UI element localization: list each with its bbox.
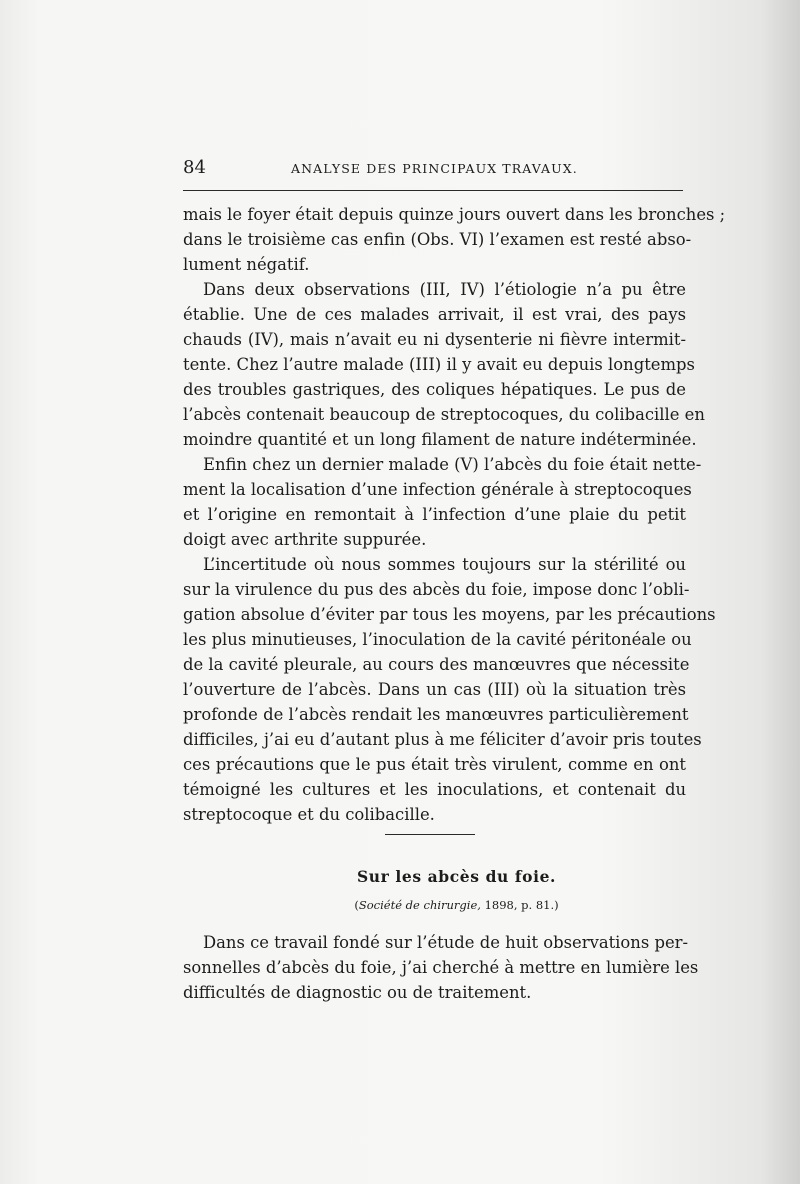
text-line: profonde de l’abcès rendait les manœuvres particulièrement bbox=[183, 705, 689, 724]
text-line: l’ouverture de l’abcès. Dans un cas (III) où la situation très bbox=[183, 680, 686, 699]
text-line: Enfin chez un dernier malade (V) l’abcès du foie était nette- bbox=[203, 455, 702, 474]
text-line: moindre quantité et un long filament de nature indéterminée. bbox=[183, 430, 697, 449]
page-number: 84 bbox=[183, 157, 206, 178]
text-line: tente. Chez l’autre malade (III) il y avait eu depuis longtemps bbox=[183, 355, 695, 374]
text-line: streptocoque et du colibacille. bbox=[183, 805, 435, 824]
text-line: mais le foyer était depuis quinze jours ouvert dans les bronches ; bbox=[183, 205, 726, 224]
source-journal: Société de chirurgie, bbox=[358, 898, 481, 912]
text-line: Dans deux observations (III, IV) l’étiologie n’a pu être bbox=[203, 280, 686, 299]
text-line: difficultés de diagnostic ou de traitement. bbox=[183, 983, 532, 1002]
text-line: chauds (IV), mais n’avait eu ni dysenterie ni fièvre intermit- bbox=[183, 330, 686, 349]
text-line: et l’origine en remontait à l’infection d’une plaie du petit bbox=[183, 505, 686, 524]
page-header bbox=[183, 156, 683, 180]
text-line: ment la localisation d’une infection générale à streptocoques bbox=[183, 480, 692, 499]
header-rule bbox=[183, 190, 683, 191]
section-source bbox=[183, 896, 686, 914]
body-text bbox=[183, 202, 726, 827]
source-details: 1898, p. 81.) bbox=[480, 898, 559, 912]
text-line: établie. Une de ces malades arrivait, il est vrai, des pays bbox=[183, 305, 686, 324]
text-line: l’abcès contenait beaucoup de streptocoques, du colibacille en bbox=[183, 405, 705, 424]
text-line: des troubles gastriques, des coliques hépatiques. Le pus de bbox=[183, 380, 686, 399]
text-line: de la cavité pleurale, au cours des manœuvres que nécessite bbox=[183, 655, 690, 674]
text-line: ces précautions que le pus était très virulent, comme en ont bbox=[183, 755, 686, 774]
section-body-text bbox=[183, 930, 699, 1005]
text-line: lument négatif. bbox=[183, 255, 310, 274]
text-line: les plus minutieuses, l’inoculation de la cavité péritonéale ou bbox=[183, 630, 692, 649]
text-line: sur la virulence du pus des abcès du foie, impose donc l’obli- bbox=[183, 580, 690, 599]
running-title: ANALYSE DES PRINCIPAUX TRAVAUX. bbox=[291, 161, 578, 176]
source-open: ( bbox=[354, 898, 359, 912]
text-line: L’incertitude où nous sommes toujours sur la stérilité ou bbox=[203, 555, 686, 574]
text-line: difficiles, j’ai eu d’autant plus à me féliciter d’avoir pris toutes bbox=[183, 730, 702, 749]
section-title: Sur les abcès du foie. bbox=[356, 867, 557, 886]
text-line: doigt avec arthrite suppurée. bbox=[183, 530, 427, 549]
text-line: Dans ce travail fondé sur l’étude de huit observations per- bbox=[203, 933, 689, 952]
section-divider bbox=[385, 834, 475, 835]
text-line: sonnelles d’abcès du foie, j’ai cherché à mettre en lumière les bbox=[183, 958, 699, 977]
text-line: témoigné les cultures et les inoculations, et contenait du bbox=[183, 780, 686, 799]
text-line: gation absolue d’éviter par tous les moyens, par les précautions bbox=[183, 605, 716, 624]
text-line: dans le troisième cas enfin (Obs. VI) l’examen est resté abso- bbox=[183, 230, 692, 249]
